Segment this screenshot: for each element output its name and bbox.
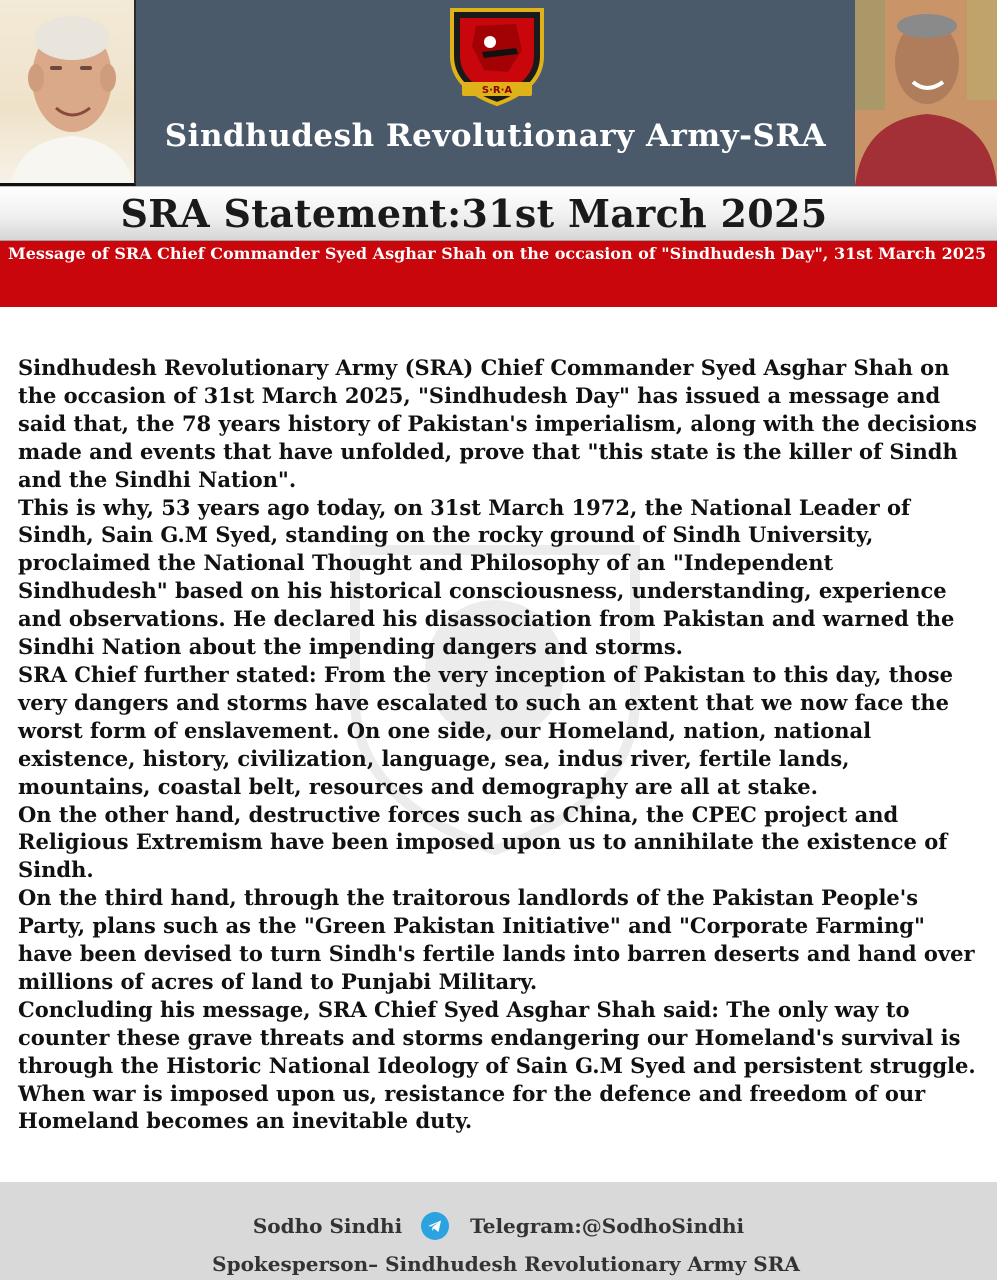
portrait-icon	[0, 0, 136, 186]
spokesperson-name: Sodho Sindhi	[252, 1214, 403, 1238]
body-paragraph: On the third hand, through the traitorous landlords of the Pakistan People's Party, plans such as the "Green Pakistan Initiative" and "Corporate Farming" have been devised to turn Sindh's fertile lands into barren deserts and hand over millions of acres of land to Punjabi Military.	[18, 885, 975, 994]
statement-body	[18, 354, 982, 1135]
telegram-handle[interactable]: Telegram:@SodhoSindhi	[470, 1214, 745, 1238]
logo-lettering: S·R·A	[481, 85, 513, 96]
telegram-icon[interactable]	[421, 1212, 449, 1240]
portrait-icon	[855, 0, 997, 186]
body-paragraph: Concluding his message, SRA Chief Syed Asghar Shah said: The only way to counter these grave threats and storms endangering our Homeland's survival is through the Historic National Ideology of Sain G.M Syed and persistent struggle. When war is imposed upon us, resistance for the defence and freedom of our Homeland becomes an inevitable duty.	[18, 996, 976, 1134]
spokesperson-role: Spokesperson– Sindhudesh Revolutionary Army SRA	[212, 1252, 800, 1276]
sra-emblem-logo	[446, 2, 548, 106]
statement-subtitle: Message of SRA Chief Commander Syed Asghar Shah on the occasion of "Sindhudesh Day", 31st March 2025	[8, 244, 987, 263]
body-paragraph: SRA Chief further stated: From the very inception of Pakistan to this day, those very dangers and storms have escalated to such an extent that we now face the worst form of enslavement. On one side, our Homeland, nation, national existence, history, civilization, language, sea, indus river, fertile lands, mountains, coastal belt, resources and demography are all at stake.	[18, 661, 953, 799]
commander-portrait-right	[855, 0, 997, 186]
body-paragraph: On the other hand, destructive forces such as China, the CPEC project and Religious Extremism have been imposed upon us to annihilate the existence of Sindh.	[18, 801, 948, 883]
organization-title: Sindhudesh Revolutionary Army-SRA	[164, 118, 827, 154]
footer-contact-line	[0, 1212, 997, 1240]
body-paragraph: Sindhudesh Revolutionary Army (SRA) Chief Commander Syed Asghar Shah on the occasion of 31st March 2025, "Sindhudesh Day" has issued a message and said that, the 78 years history of Pakistan's imperialism, along with the decisions made and events that have unfolded, prove that "this state is the killer of Sindh and the Sindhi Nation".	[18, 355, 977, 492]
leader-portrait-left	[0, 0, 136, 186]
statement-title: SRA Statement:31st March 2025	[120, 191, 828, 236]
body-paragraph: This is why, 53 years ago today, on 31st March 1972, the National Leader of Sindh, Sain G.M Syed, standing on the rocky ground of Sindh University, proclaimed the National Thought and Philosophy of an "Independent Sindhudesh" based on his historical consciousness, understanding, experience and observations. He declared his disassociation from Pakistan and warned the Sindhi Nation about the impending dangers and storms.	[18, 494, 955, 660]
